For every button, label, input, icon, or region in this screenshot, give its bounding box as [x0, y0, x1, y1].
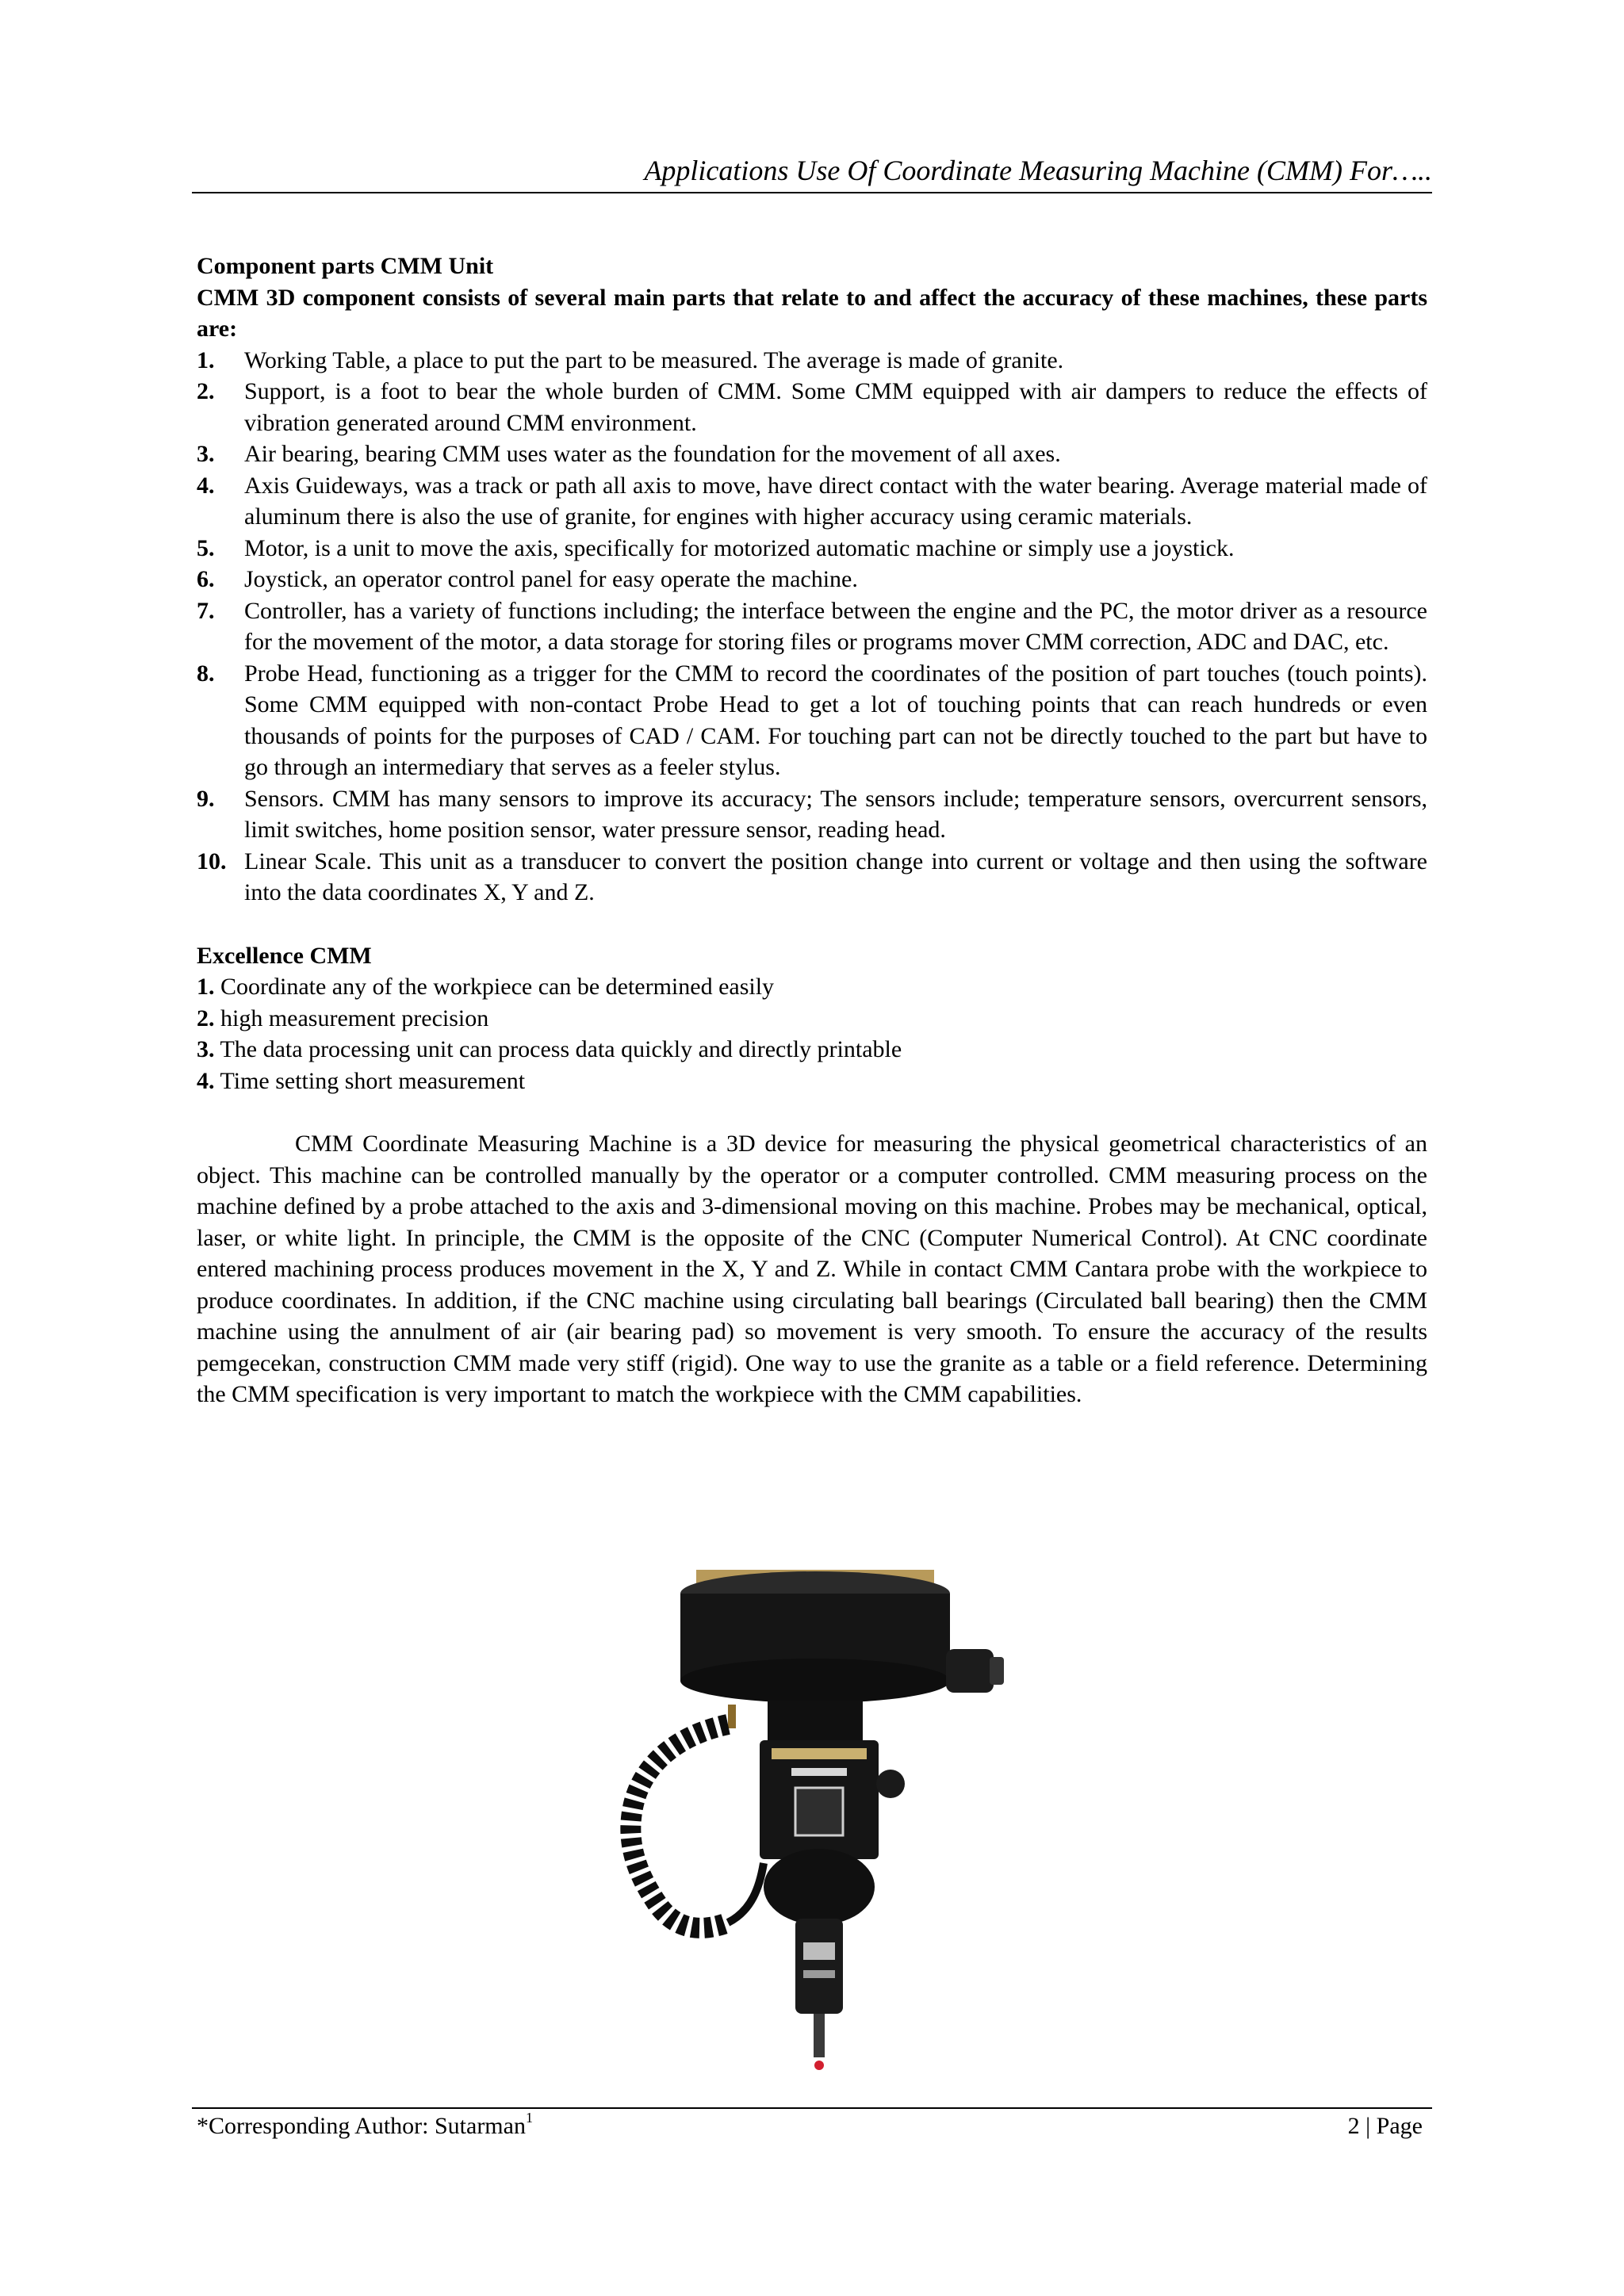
neck — [768, 1701, 863, 1744]
list-item — [197, 783, 1427, 846]
footer-rule — [192, 2107, 1432, 2109]
item-number: 2. — [197, 1004, 215, 1031]
stylus-shaft — [814, 2014, 825, 2057]
item-number: 9. — [197, 785, 215, 812]
item-text: Joystick, an operator control panel for easy operate the machine. — [244, 566, 858, 592]
item-text: Sensors. CMM has many sensors to improve its accuracy; The sensors include; temperature sensors, overcurrent sensors, limit switches, home position sensor, water pressure sensor, reading head. — [244, 785, 1427, 843]
list-item — [197, 438, 1427, 470]
running-title: Applications Use Of Coordinate Measuring Machine (CMM) For….. — [644, 155, 1432, 186]
disk-bottom — [680, 1659, 950, 1703]
item-text: Probe Head, functioning as a trigger for the CMM to record the coordinates of the position of part touches (touch points). Some CMM equipped with non-contact Probe Head to get a lot of touching points that can reach hundreds or even thousands of points for the purposes of CAD / CAM. For touching part can not be directly touched to the part but have to go through an intermediary that serves as a feeler stylus. — [244, 660, 1427, 780]
cable-end — [728, 1863, 764, 1923]
list-item — [197, 1034, 1427, 1066]
probe-head-figure — [530, 1570, 1116, 2085]
item-text: Axis Guideways, was a track or path all axis to move, have direct contact with the water bearing. Average material made of aluminum there is also the use of granite, for engines with higher accuracy using ceramic materials. — [244, 472, 1427, 530]
section-intro: CMM 3D component consists of several main parts that relate to and affect the accuracy of these machines, these parts are: — [197, 284, 1427, 342]
list-item — [197, 1066, 1427, 1097]
page-number: 2 | Page — [1347, 2113, 1423, 2139]
author-text: *Corresponding Author: Sutarman — [197, 2113, 526, 2139]
item-number: 1. — [197, 974, 215, 1000]
footer-author — [197, 2110, 533, 2142]
item-text: Working Table, a place to put the part to be measured. The average is made of granite. — [244, 346, 1064, 373]
connector-pin — [728, 1705, 736, 1728]
item-number: 8. — [197, 660, 215, 687]
list-item — [197, 564, 1427, 595]
page-body — [197, 251, 1427, 1410]
emblem — [795, 1788, 843, 1835]
item-number: 1. — [197, 346, 215, 373]
stylus-tip — [814, 2061, 824, 2070]
item-text: The data processing unit can process data quickly and directly printable — [214, 1036, 902, 1062]
list-item — [197, 1003, 1427, 1035]
module-band-2 — [803, 1970, 835, 1978]
item-text: high measurement precision — [214, 1004, 489, 1031]
item-number: 3. — [197, 1036, 215, 1062]
coiled-cable — [630, 1724, 728, 1928]
item-text: Coordinate any of the workpiece can be determined easily — [214, 974, 775, 1000]
list-item — [197, 658, 1427, 783]
right-knob — [876, 1770, 905, 1798]
list-item — [197, 345, 1427, 377]
item-number: 6. — [197, 566, 215, 592]
list-item — [197, 376, 1427, 438]
module-band — [803, 1942, 835, 1960]
list-item — [197, 846, 1427, 909]
item-text: Linear Scale. This unit as a transducer to convert the position change into current or voltage and then using the software into the data coordinates X, Y and Z. — [244, 848, 1427, 905]
item-number: 7. — [197, 597, 215, 624]
stylus-module — [795, 1919, 843, 2014]
item-number: 10. — [197, 848, 227, 874]
list-item — [197, 533, 1427, 564]
item-text: Controller, has a variety of functions including; the interface between the engine and the PC, the motor driver as a resource for the movement of the motor, a data storage for storing files or programs mover CMM correction, ADC and DAC, etc. — [244, 597, 1427, 655]
item-number: 3. — [197, 441, 215, 467]
list-item — [197, 595, 1427, 658]
body-paragraph: CMM Coordinate Measuring Machine is a 3D device for measuring the physical geometrical characteristics of an object. This machine can be controlled manually by the operator or a computer controlled. CMM measuring process on the machine defined by a probe attached to the axis and 3-dimensional moving on this machine. Probes may be mechanical, optical, laser, or white light. In principle, the CMM is the opposite of the CNC (Computer Numerical Control). At CNC coordinate entered machining process produces movement in the X, Y and Z. While in contact CMM Cantara probe with the workpiece to produce coordinates. In addition, if the CNC machine using circulating ball bearings (Circulated ball bearing) then the CMM machine using the annulment of air (air bearing pad) so movement is very smooth. To ensure the accuracy of the results pemgecekan, construction CMM made very stiff (rigid). One way to use the granite as a table or a field reference. Determining the CMM specification is very important to match the workpiece with the CMM capabilities. — [197, 1131, 1427, 1407]
list-item — [197, 971, 1427, 1003]
item-number: 2. — [197, 378, 215, 404]
header-rule — [192, 192, 1432, 193]
item-text: Time setting short measurement — [214, 1067, 526, 1094]
item-number: 5. — [197, 534, 215, 561]
item-number: 4. — [197, 1067, 215, 1094]
side-knob — [946, 1649, 994, 1693]
knob-cap — [990, 1657, 1004, 1685]
brand-label — [772, 1748, 867, 1759]
probe-bulb — [764, 1849, 875, 1925]
item-text: Motor, is a unit to move the axis, specifically for motorized automatic machine or simply use a joystick. — [244, 534, 1235, 561]
author-superscript: 1 — [525, 2110, 533, 2126]
list-item — [197, 470, 1427, 533]
item-text: Air bearing, bearing CMM uses water as the foundation for the movement of all axes. — [244, 441, 1061, 467]
item-text: Support, is a foot to bear the whole burden of CMM. Some CMM equipped with air dampers to reduce the effects of vibration generated around CMM environment. — [244, 378, 1427, 436]
model-label — [791, 1768, 847, 1776]
section-heading-excellence: Excellence CMM — [197, 942, 372, 969]
component-list — [197, 345, 1427, 909]
section-heading-components: Component parts CMM Unit — [197, 253, 494, 279]
item-number: 4. — [197, 472, 215, 499]
